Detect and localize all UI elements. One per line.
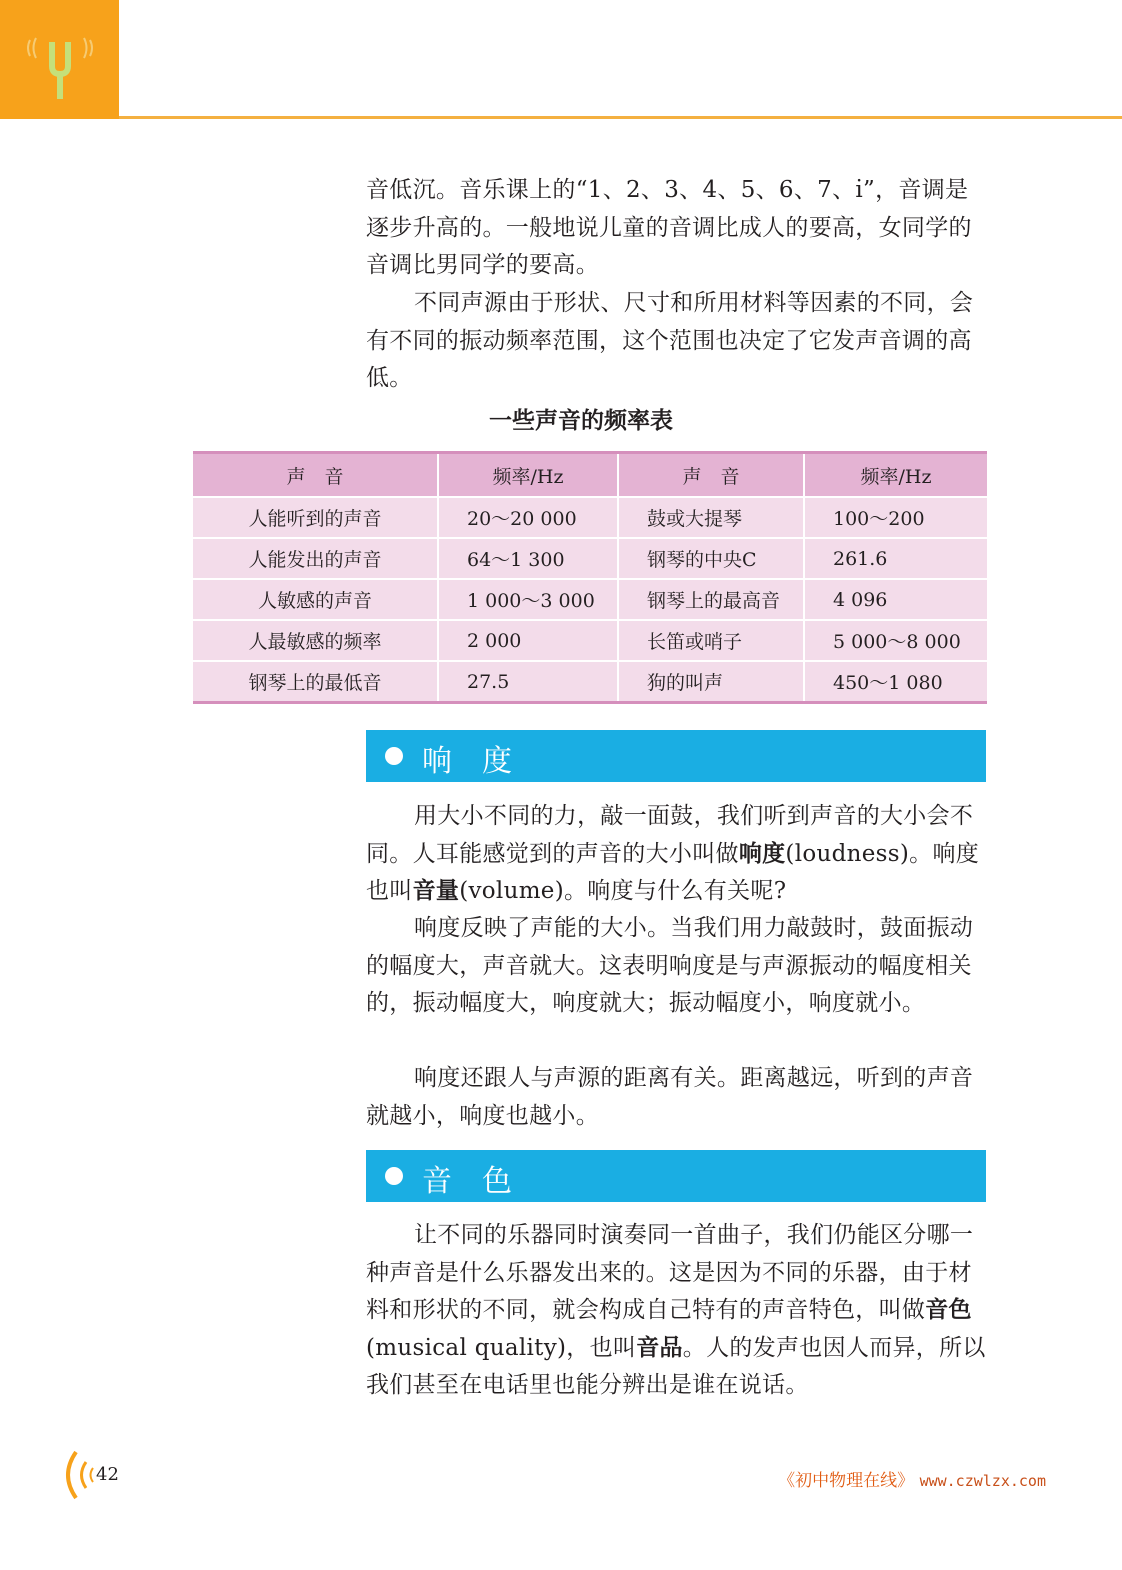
sound-wave-icon <box>58 1448 98 1502</box>
term-tone-quality: 音品 <box>636 1334 683 1361</box>
section-title: 音色 <box>422 1164 542 1199</box>
column-header: 频率/Hz <box>804 453 987 498</box>
table-row <box>193 661 987 703</box>
table-cell: 人最敏感的频率 <box>193 620 438 661</box>
table-cell: 狗的叫声 <box>618 661 804 703</box>
table-cell: 人能听到的声音 <box>193 497 438 538</box>
bullet-icon <box>385 747 403 765</box>
table-cell: 4 096 <box>804 579 987 620</box>
table-cell: 450～1 080 <box>804 661 987 703</box>
header-rule <box>119 116 1122 119</box>
timbre-paragraph-1 <box>366 1217 986 1405</box>
table-cell: 5 000～8 000 <box>804 620 987 661</box>
table-row <box>193 497 987 538</box>
text-run: 用大小不同的力，敲一面鼓，我们听到声音的大小会不同。人耳能感觉到的声音的大小叫做 <box>366 803 974 867</box>
table-cell: 1 000～3 000 <box>438 579 618 620</box>
table-cell: 钢琴上的最低音 <box>193 661 438 703</box>
text-run: (loudness)。响度也叫 <box>366 840 980 904</box>
table-title: 一些声音的频率表 <box>489 408 673 434</box>
table-row <box>193 620 987 661</box>
table-cell: 人敏感的声音 <box>193 579 438 620</box>
table-cell: 261.6 <box>804 538 987 579</box>
frequency-table <box>193 451 987 704</box>
footer-site <box>778 1466 1046 1491</box>
table-cell: 钢琴的中央C <box>618 538 804 579</box>
intro-paragraph-1: 音低沉。音乐课上的“1、2、3、4、5、6、7、i̇”，音调是逐步升高的。一般地说儿童的音调比成人的要高，女同学的音调比男同学的要高。 <box>366 177 972 278</box>
term-timbre: 音色 <box>925 1297 972 1323</box>
column-header: 声 音 <box>618 453 804 498</box>
table-cell: 人能发出的声音 <box>193 538 438 579</box>
table-cell: 100～200 <box>804 497 987 538</box>
bullet-icon <box>385 1167 403 1185</box>
header-corner-block <box>0 0 119 119</box>
tuning-fork-icon <box>0 0 119 119</box>
intro-paragraph-2: 不同声源由于形状、尺寸和所用材料等因素的不同，会有不同的振动频率范围，这个范围也决定了它发声音调的高低。 <box>366 290 974 391</box>
table-header-row <box>193 453 987 498</box>
text-run: 。人的发声也因人而异，所以我们甚至在电话里也能分辨出是谁在说话。 <box>366 1334 986 1398</box>
loudness-paragraph-3: 响度还跟人与声源的距离有关。距离越远，听到的声音就越小，响度也越小。 <box>366 1065 974 1129</box>
table-cell: 2 000 <box>438 620 618 661</box>
site-url[interactable]: www.czwlzx.com <box>919 1472 1046 1490</box>
page-number: 42 <box>96 1464 119 1485</box>
table-cell: 钢琴上的最高音 <box>618 579 804 620</box>
table-cell: 长笛或哨子 <box>618 620 804 661</box>
column-header: 声 音 <box>193 453 438 498</box>
term-volume: 音量 <box>412 878 460 904</box>
table-row <box>193 579 987 620</box>
site-name: 《初中物理在线》 <box>778 1471 915 1491</box>
table-cell: 64～1 300 <box>438 538 618 579</box>
section-title: 响度 <box>422 744 542 779</box>
table-row <box>193 538 987 579</box>
loudness-paragraph-1 <box>366 798 986 911</box>
text-run: 让不同的乐器同时演奏同一首曲子，我们仍能区分哪一种声音是什么乐器发出来的。这是因为不同的乐器，由于材料和形状的不同，就会构成自己特有的声音特色，叫做 <box>366 1222 974 1323</box>
section-heading-timbre <box>366 1150 986 1202</box>
table-cell: 鼓或大提琴 <box>618 497 804 538</box>
table-cell: 27.5 <box>438 661 618 703</box>
table-cell: 20～20 000 <box>438 497 618 538</box>
text-run: (musical quality)，也叫 <box>366 1334 637 1361</box>
column-header: 频率/Hz <box>438 453 618 498</box>
term-loudness: 响度 <box>738 840 786 867</box>
loudness-paragraph-2: 响度反映了声能的大小。当我们用力敲鼓时，鼓面振动的幅度大，声音就大。这表明响度是与声源振动的幅度相关的，振动幅度大，响度就大；振动幅度小，响度就小。 <box>366 915 974 1016</box>
text-run: (volume)。响度与什么有关呢? <box>459 878 787 904</box>
section-heading-loudness <box>366 730 986 782</box>
